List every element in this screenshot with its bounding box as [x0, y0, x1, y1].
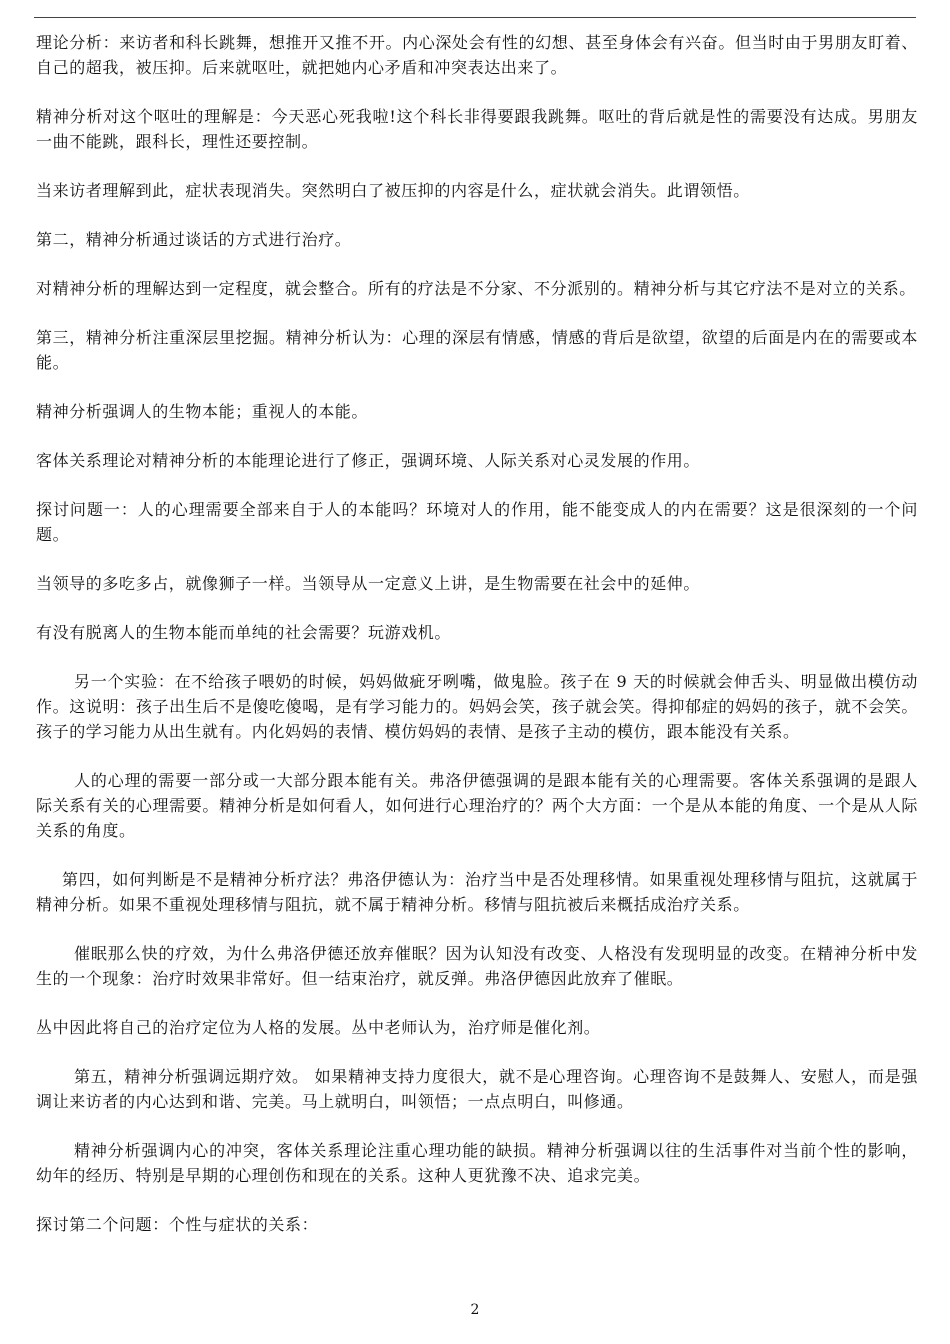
- paragraph-point-three: 第三，精神分析注重深层里挖掘。精神分析认为：心理的深层有情感，情感的背后是欲望，欲望的后面是内在的需要或本能。: [36, 328, 918, 372]
- paragraph-two-aspects: 人的心理的需要一部分或一大部分跟本能有关。弗洛伊德强调的是跟本能有关的心理需要。客体关系强调的是跟人际关系有关的心理需要。精神分析是如何看人，如何进行心理治疗的？两个大方面：一个是从本能的角度、一个是从人际关系的角度。: [36, 771, 918, 840]
- page-body: [36, 30, 918, 1261]
- paragraph-vomit-interpretation: 精神分析对这个呕吐的理解是：今天恶心死我啦!这个科长非得要跟我跳舞。呕吐的背后就是性的需要没有达成。男朋友一曲不能跳，跟科长，理性还要控制。: [36, 107, 918, 151]
- paragraph-inner-conflict: 精神分析强调内心的冲突，客体关系理论注重心理功能的缺损。精神分析强调以往的生活事件对当前个性的影响，幼年的经历、特别是早期的心理创伤和现在的关系。这种人更犹豫不决、追求完美。: [36, 1141, 918, 1185]
- paragraph-insight: 当来访者理解到此，症状表现消失。突然明白了被压抑的内容是什么，症状就会消失。此谓领悟。: [36, 181, 750, 200]
- paragraph-experiment: 另一个实验：在不给孩子喂奶的时候，妈妈做疵牙咧嘴，做鬼脸。孩子在 9 天的时候就会伸舌头、明显做出模仿动作。这说明：孩子出生后不是傻吃傻喝，是有学习能力的。妈妈会笑，孩子就会笑。得抑郁症的妈妈的孩子，就不会笑。孩子的学习能力从出生就有。内化妈妈的表情、模仿妈妈的表情、是孩子主动的模仿，跟本能没有关系。: [36, 672, 918, 741]
- paragraph-biological-instinct: 精神分析强调人的生物本能；重视人的本能。: [36, 402, 369, 421]
- paragraph-point-four: 第四，如何判断是不是精神分析疗法？弗洛伊德认为：治疗当中是否处理移情。如果重视处理移情与阻抗，这就属于精神分析。如果不重视处理移情与阻抗，就不属于精神分析。移情与阻抗被后来概括成治疗关系。: [36, 870, 918, 914]
- paragraph-question-two: 探讨第二个问题：个性与症状的关系：: [36, 1215, 319, 1234]
- paragraph-integration: 对精神分析的理解达到一定程度，就会整合。所有的疗法是不分家、不分派别的。精神分析与其它疗法不是对立的关系。: [36, 279, 916, 298]
- paragraph-point-five: 第五，精神分析强调远期疗效。 如果精神支持力度很大，就不是心理咨询。心理咨询不是鼓舞人、安慰人，而是强调让来访者的内心达到和谐、完美。马上就明白，叫领悟；一点点明白，叫修通。: [36, 1067, 918, 1111]
- paragraph-question-one: 探讨问题一：人的心理需要全部来自于人的本能吗？环境对人的作用，能不能变成人的内在需要？这是很深刻的一个问题。: [36, 500, 918, 544]
- paragraph-object-relations: 客体关系理论对精神分析的本能理论进行了修正，强调环境、人际关系对心灵发展的作用。: [36, 451, 701, 470]
- paragraph-point-two: 第二，精神分析通过谈话的方式进行治疗。: [36, 230, 352, 249]
- paragraph-leader-example: 当领导的多吃多占，就像狮子一样。当领导从一定意义上讲，是生物需要在社会中的延伸。: [36, 574, 701, 593]
- page-number: 2: [470, 1302, 480, 1318]
- paragraph-social-need: 有没有脱离人的生物本能而单纯的社会需要？玩游戏机。: [36, 623, 452, 642]
- paragraph-hypnosis: 催眠那么快的疗效，为什么弗洛伊德还放弃催眠？因为认知没有改变、人格没有发现明显的改变。在精神分析中发生的一个现象：治疗时效果非常好。但一结束治疗，就反弹。弗洛伊德因此放弃了催眠。: [36, 944, 918, 988]
- header-rule: [34, 17, 916, 18]
- paragraph-theory-analysis: 理论分析：来访者和科长跳舞，想推开又推不开。内心深处会有性的幻想、甚至身体会有兴奋。但当时由于男朋友盯着、自己的超我，被压抑。后来就呕吐，就把她内心矛盾和冲突表达出来了。: [36, 33, 918, 77]
- paragraph-catalyst: 丛中因此将自己的治疗定位为人格的发展。丛中老师认为，治疗师是催化剂。: [36, 1018, 601, 1037]
